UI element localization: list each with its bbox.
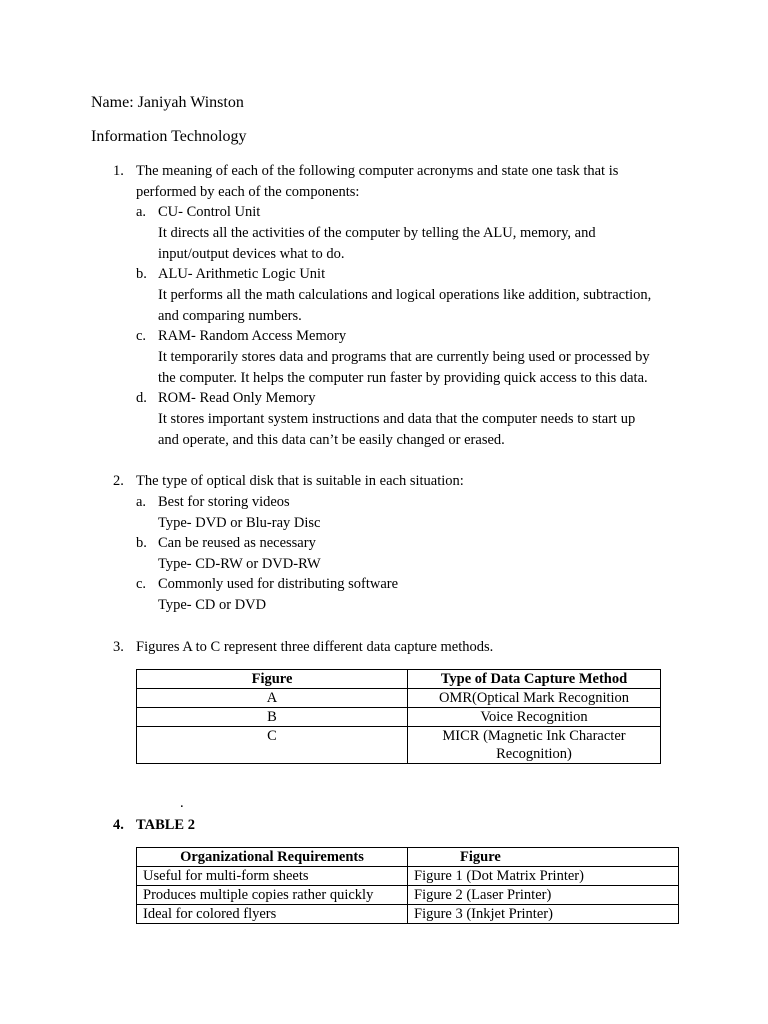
- table-cell: Produces multiple copies rather quickly: [137, 886, 408, 905]
- list-marker: a.: [136, 494, 147, 510]
- table-cell: Useful for multi-form sheets: [137, 867, 408, 886]
- disk-type-answer: Type- CD-RW or DVD-RW: [158, 556, 321, 572]
- acronym-description: It performs all the math calculations and logical operations like addition, subtraction,: [158, 287, 652, 303]
- acronym-description: It temporarily stores data and programs that are currently being used or processed by: [158, 349, 650, 365]
- question-text: The meaning of each of the following computer acronyms and state one task that is: [136, 163, 619, 179]
- list-marker: a.: [136, 204, 147, 220]
- acronym-description: the computer. It helps the computer run faster by providing quick access to this data.: [158, 370, 648, 386]
- disk-type-answer: Type- CD or DVD: [158, 597, 267, 613]
- acronym-term: RAM- Random Access Memory: [158, 328, 347, 344]
- question-number: 3.: [113, 639, 124, 655]
- printer-requirements-table: [136, 847, 679, 924]
- table-row: [137, 727, 661, 764]
- column-header-figure: Figure: [408, 848, 679, 867]
- question-number: 4.: [113, 817, 124, 833]
- column-header-figure: Figure: [137, 670, 408, 689]
- question-number: 2.: [113, 473, 124, 489]
- situation-text: Can be reused as necessary: [158, 535, 316, 551]
- table-cell: A: [137, 689, 408, 708]
- question-text: Figures A to C represent three different data capture methods.: [136, 639, 494, 655]
- acronym-term: ALU- Arithmetic Logic Unit: [158, 266, 326, 282]
- list-marker: c.: [136, 576, 147, 592]
- acronym-description: It stores important system instructions and data that the computer needs to start up: [158, 411, 636, 427]
- table-row: [137, 689, 661, 708]
- question-number: 1.: [113, 163, 124, 179]
- table-row: [137, 867, 679, 886]
- list-marker: b.: [136, 266, 147, 282]
- acronym-description: It directs all the activities of the computer by telling the ALU, memory, and: [158, 225, 596, 241]
- acronym-description: input/output devices what to do.: [158, 246, 345, 262]
- table-cell: B: [137, 708, 408, 727]
- table-cell: Figure 1 (Dot Matrix Printer): [408, 867, 679, 886]
- table-header-row: [137, 848, 679, 867]
- situation-text: Best for storing videos: [158, 494, 290, 510]
- table-title: TABLE 2: [136, 817, 195, 833]
- table-header-row: [137, 670, 661, 689]
- situation-text: Commonly used for distributing software: [158, 576, 399, 592]
- table-cell: Figure 2 (Laser Printer): [408, 886, 679, 905]
- column-header-method: Type of Data Capture Method: [408, 670, 661, 689]
- table-cell: Figure 3 (Inkjet Printer): [408, 905, 679, 924]
- table-cell: MICR (Magnetic Ink Character Recognition): [408, 727, 661, 764]
- acronym-description: and operate, and this data can’t be easily changed or erased.: [158, 432, 505, 448]
- table-cell: Ideal for colored flyers: [137, 905, 408, 924]
- acronym-term: CU- Control Unit: [158, 204, 261, 220]
- list-marker: c.: [136, 328, 147, 344]
- stray-period: .: [180, 795, 184, 811]
- subject-title: Information Technology: [91, 128, 247, 145]
- table-row: [137, 886, 679, 905]
- list-marker: d.: [136, 390, 147, 406]
- student-name: Name: Janiyah Winston: [91, 94, 244, 111]
- data-capture-table: [136, 669, 661, 764]
- question-text: The type of optical disk that is suitable in each situation:: [136, 473, 464, 489]
- disk-type-answer: Type- DVD or Blu-ray Disc: [158, 515, 321, 531]
- table-row: [137, 708, 661, 727]
- table-row: [137, 905, 679, 924]
- acronym-description: and comparing numbers.: [158, 308, 302, 324]
- list-marker: b.: [136, 535, 147, 551]
- question-text: performed by each of the components:: [136, 184, 360, 200]
- table-cell: C: [137, 727, 408, 764]
- acronym-term: ROM- Read Only Memory: [158, 390, 316, 406]
- table-cell: OMR(Optical Mark Recognition: [408, 689, 661, 708]
- table-cell: Voice Recognition: [408, 708, 661, 727]
- column-header-requirements: Organizational Requirements: [137, 848, 408, 867]
